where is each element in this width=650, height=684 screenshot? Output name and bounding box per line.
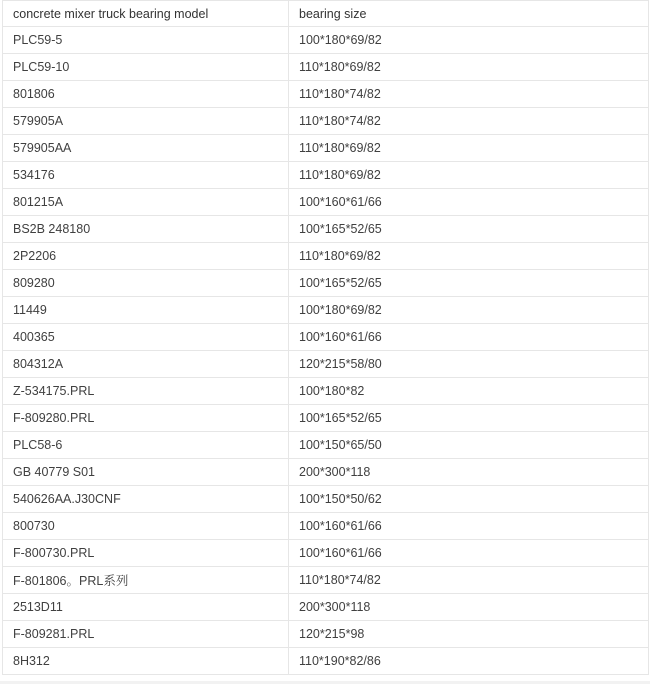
cell-model: 800730 bbox=[3, 513, 289, 540]
table-row bbox=[3, 621, 649, 648]
cell-size: 110*180*69/82 bbox=[289, 135, 649, 162]
cell-size: 100*165*52/65 bbox=[289, 216, 649, 243]
table-header bbox=[3, 1, 649, 27]
cell-model: 801215A bbox=[3, 189, 289, 216]
cell-size: 110*180*74/82 bbox=[289, 567, 649, 594]
cell-size: 100*150*65/50 bbox=[289, 432, 649, 459]
table-row bbox=[3, 216, 649, 243]
cell-size: 200*300*118 bbox=[289, 594, 649, 621]
table-row bbox=[3, 243, 649, 270]
cell-model: 2513D11 bbox=[3, 594, 289, 621]
header-row bbox=[3, 1, 649, 27]
cell-model: 579905AA bbox=[3, 135, 289, 162]
table-row bbox=[3, 567, 649, 594]
cell-size: 120*215*58/80 bbox=[289, 351, 649, 378]
table-row bbox=[3, 54, 649, 81]
table-row bbox=[3, 27, 649, 54]
cell-model: 809280 bbox=[3, 270, 289, 297]
table-row bbox=[3, 108, 649, 135]
header-size: bearing size bbox=[289, 1, 649, 27]
cell-size: 100*150*50/62 bbox=[289, 486, 649, 513]
cell-size: 100*160*61/66 bbox=[289, 513, 649, 540]
cell-size: 100*160*61/66 bbox=[289, 324, 649, 351]
cell-model: 804312A bbox=[3, 351, 289, 378]
table-row bbox=[3, 324, 649, 351]
cell-size: 100*160*61/66 bbox=[289, 540, 649, 567]
table-row bbox=[3, 513, 649, 540]
cell-size: 120*215*98 bbox=[289, 621, 649, 648]
cell-size: 110*180*69/82 bbox=[289, 162, 649, 189]
table-row bbox=[3, 270, 649, 297]
cell-size: 100*160*61/66 bbox=[289, 189, 649, 216]
table-row bbox=[3, 486, 649, 513]
cell-model: BS2B 248180 bbox=[3, 216, 289, 243]
table-row bbox=[3, 189, 649, 216]
cell-model: F-800730.PRL bbox=[3, 540, 289, 567]
cell-model: 801806 bbox=[3, 81, 289, 108]
cell-size: 100*180*69/82 bbox=[289, 297, 649, 324]
cell-model: PLC59-5 bbox=[3, 27, 289, 54]
cell-model: GB 40779 S01 bbox=[3, 459, 289, 486]
table-row bbox=[3, 162, 649, 189]
table-body bbox=[3, 27, 649, 675]
table-row bbox=[3, 351, 649, 378]
cell-model: 11449 bbox=[3, 297, 289, 324]
cell-size: 110*180*74/82 bbox=[289, 81, 649, 108]
cell-size: 110*180*69/82 bbox=[289, 243, 649, 270]
table-row bbox=[3, 81, 649, 108]
cell-size: 110*180*74/82 bbox=[289, 108, 649, 135]
table-row bbox=[3, 540, 649, 567]
cell-size: 110*190*82/86 bbox=[289, 648, 649, 675]
table-row bbox=[3, 135, 649, 162]
cell-model: F-801806。PRL系列 bbox=[3, 567, 289, 594]
cell-model: F-809280.PRL bbox=[3, 405, 289, 432]
cell-size: 100*180*82 bbox=[289, 378, 649, 405]
bearing-table bbox=[2, 0, 649, 675]
cell-size: 100*180*69/82 bbox=[289, 27, 649, 54]
cell-model: 579905A bbox=[3, 108, 289, 135]
cell-model: PLC59-10 bbox=[3, 54, 289, 81]
cell-size: 110*180*69/82 bbox=[289, 54, 649, 81]
cell-size: 100*165*52/65 bbox=[289, 405, 649, 432]
table-row bbox=[3, 297, 649, 324]
cell-size: 100*165*52/65 bbox=[289, 270, 649, 297]
table-row bbox=[3, 432, 649, 459]
cell-model: 2P2206 bbox=[3, 243, 289, 270]
cell-model: F-809281.PRL bbox=[3, 621, 289, 648]
table-row bbox=[3, 648, 649, 675]
table-row bbox=[3, 378, 649, 405]
header-model: concrete mixer truck bearing model bbox=[3, 1, 289, 27]
table-row bbox=[3, 594, 649, 621]
cell-model: 400365 bbox=[3, 324, 289, 351]
cell-model: Z-534175.PRL bbox=[3, 378, 289, 405]
cell-size: 200*300*118 bbox=[289, 459, 649, 486]
cell-model: 534176 bbox=[3, 162, 289, 189]
cell-model: PLC58-6 bbox=[3, 432, 289, 459]
table-row bbox=[3, 405, 649, 432]
cell-model: 8H312 bbox=[3, 648, 289, 675]
cell-model: 540626AA.J30CNF bbox=[3, 486, 289, 513]
table-row bbox=[3, 459, 649, 486]
